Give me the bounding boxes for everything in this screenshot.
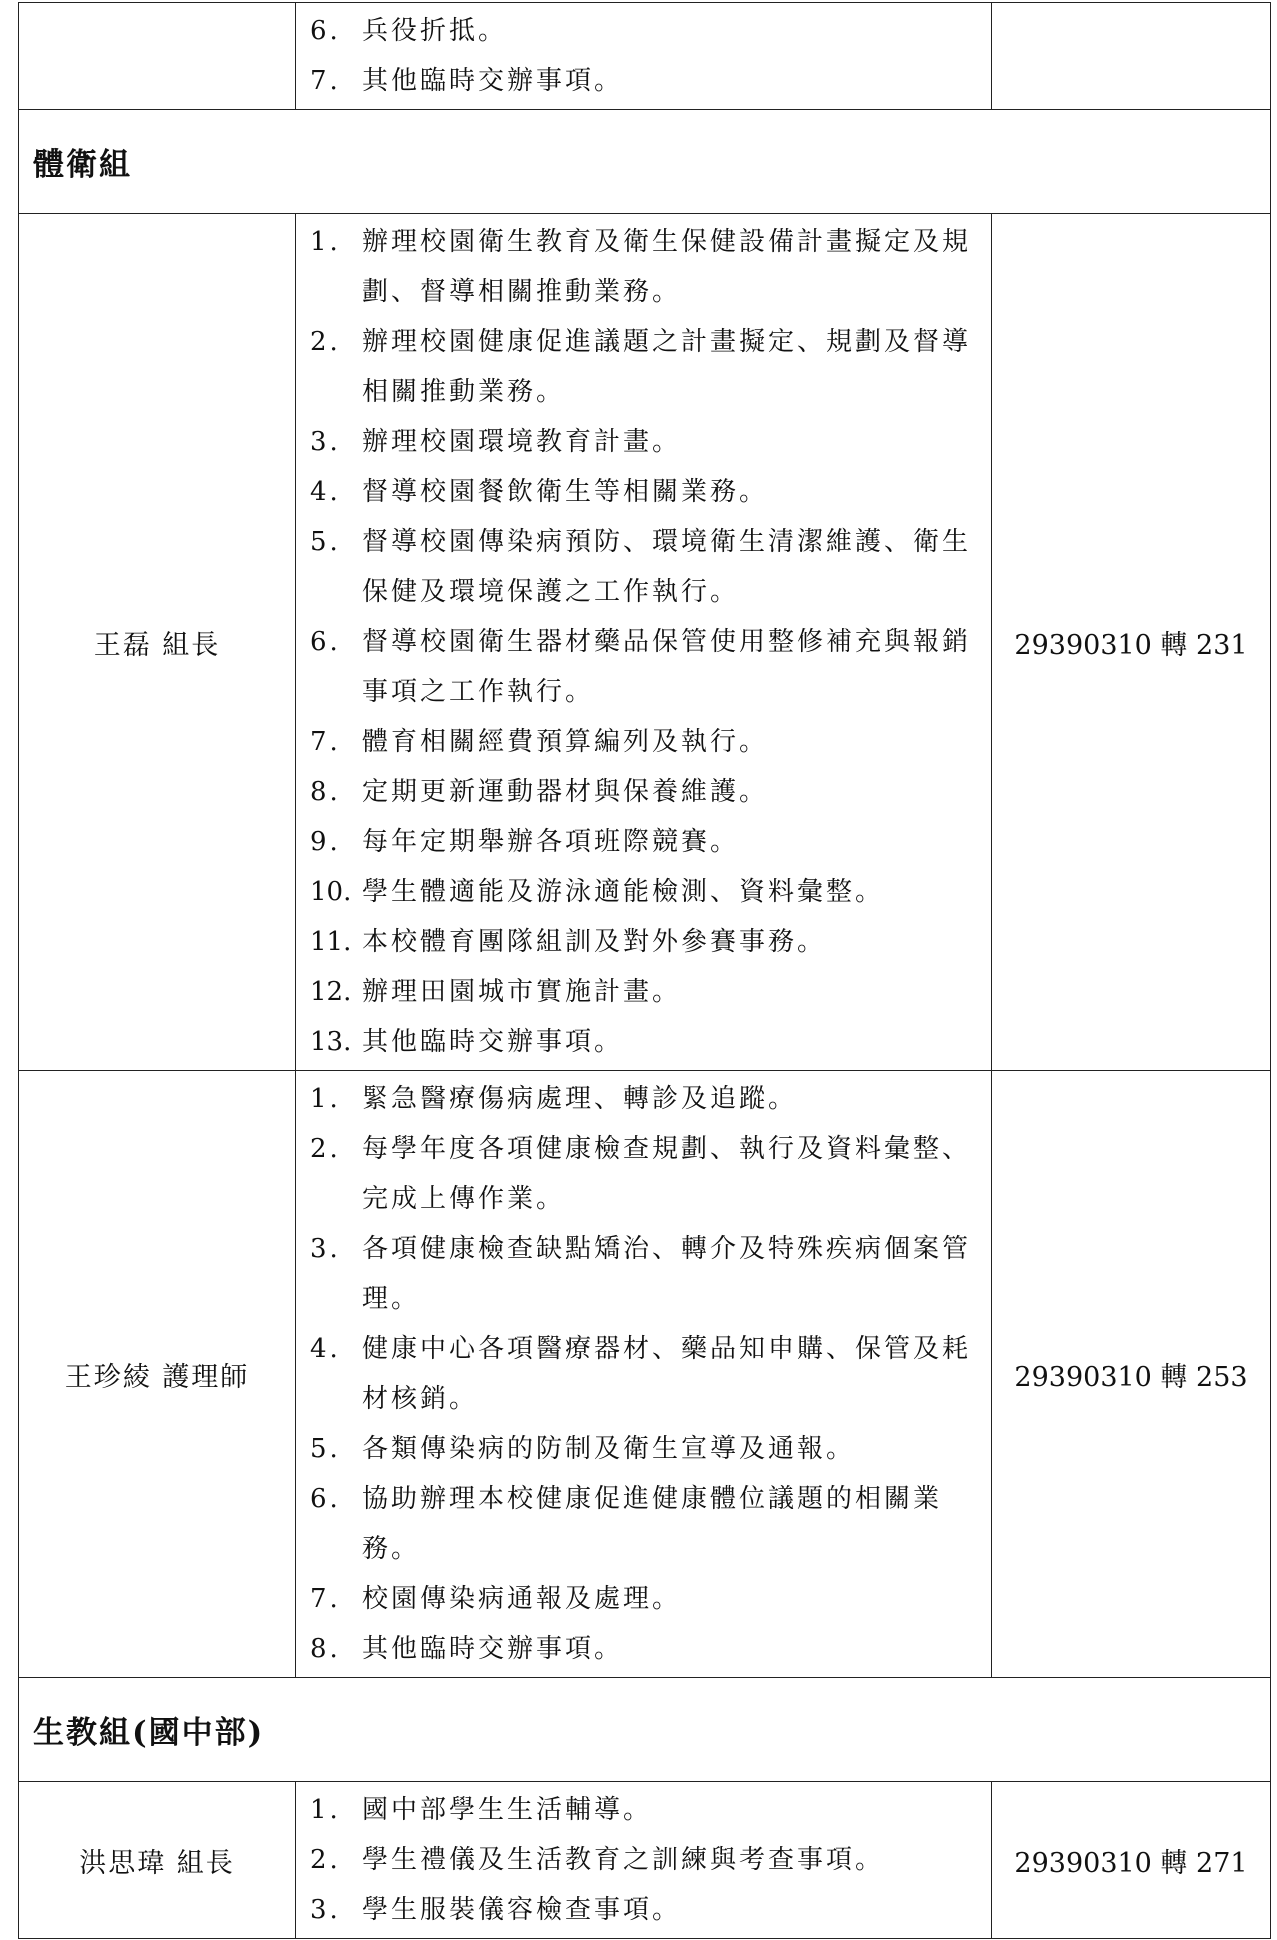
table-row xyxy=(19,3,1271,110)
duty-text: 其他臨時交辦事項。 xyxy=(362,1027,624,1057)
duty-number: 12. xyxy=(310,977,352,1007)
duty-table xyxy=(18,2,1271,1939)
duty-number: 3. xyxy=(310,427,341,457)
duty-number: 8. xyxy=(310,777,341,807)
duty-item xyxy=(310,1124,981,1224)
duty-number: 7. xyxy=(310,66,341,96)
duty-number: 6. xyxy=(310,16,341,46)
duty-item xyxy=(310,6,981,56)
duties-cell xyxy=(296,3,992,110)
duty-text: 督導校園衛生器材藥品保管使用整修補充與報銷事項之工作執行。 xyxy=(362,627,972,707)
duty-text: 定期更新運動器材與保養維護。 xyxy=(362,777,769,807)
duty-text: 辦理田園城市實施計畫。 xyxy=(362,977,682,1007)
duty-item xyxy=(310,917,981,967)
duty-item xyxy=(310,317,981,417)
duty-text: 緊急醫療傷病處理、轉診及追蹤。 xyxy=(362,1084,798,1114)
duty-number: 13. xyxy=(310,1027,352,1057)
duty-number: 10. xyxy=(310,877,352,907)
duty-number: 9. xyxy=(310,827,341,857)
duty-number: 1. xyxy=(310,1084,341,1114)
duty-number: 1. xyxy=(310,1795,341,1825)
duty-item xyxy=(310,617,981,717)
duty-text: 其他臨時交辦事項。 xyxy=(362,66,624,96)
duty-item xyxy=(310,1835,981,1885)
section-title: 體衛組 xyxy=(19,110,1271,214)
duty-item xyxy=(310,417,981,467)
section-header xyxy=(19,1678,1271,1782)
duty-text: 學生禮儀及生活教育之訓練與考查事項。 xyxy=(362,1845,885,1875)
duty-item xyxy=(310,867,981,917)
duty-item xyxy=(310,817,981,867)
duty-item xyxy=(310,1424,981,1474)
duty-item xyxy=(310,967,981,1017)
duty-number: 7. xyxy=(310,727,341,757)
duty-number: 8. xyxy=(310,1634,341,1664)
duty-text: 本校體育團隊組訓及對外參賽事務。 xyxy=(362,927,827,957)
duty-item xyxy=(310,1624,981,1674)
name-cell xyxy=(19,3,296,110)
duty-number: 2. xyxy=(310,327,341,357)
ext-cell xyxy=(992,3,1271,110)
duty-text: 各類傳染病的防制及衛生宣導及通報。 xyxy=(362,1434,856,1464)
duty-item xyxy=(310,467,981,517)
section-header xyxy=(19,110,1271,214)
duty-text: 體育相關經費預算編列及執行。 xyxy=(362,727,769,757)
section-title: 生教組(國中部) xyxy=(19,1678,1271,1782)
duty-number: 2. xyxy=(310,1134,341,1164)
phone-extension: 29390310 轉 231 xyxy=(992,214,1271,1071)
duty-item xyxy=(310,1074,981,1124)
duty-text: 辦理校園健康促進議題之計畫擬定、規劃及督導相關推動業務。 xyxy=(362,327,972,407)
duty-item xyxy=(310,1224,981,1324)
duties-cell xyxy=(296,214,992,1071)
duty-item xyxy=(310,767,981,817)
duty-item xyxy=(310,1785,981,1835)
duty-text: 其他臨時交辦事項。 xyxy=(362,1634,624,1664)
duty-number: 7. xyxy=(310,1584,341,1614)
duty-item xyxy=(310,56,981,106)
staff-name: 王磊 組長 xyxy=(19,214,296,1071)
duty-number: 5. xyxy=(310,1434,341,1464)
duty-text: 國中部學生生活輔導。 xyxy=(362,1795,653,1825)
table-row xyxy=(19,214,1271,1071)
duty-number: 4. xyxy=(310,1334,341,1364)
phone-extension: 29390310 轉 271 xyxy=(992,1782,1271,1939)
duty-text: 各項健康檢查缺點矯治、轉介及特殊疾病個案管理。 xyxy=(362,1234,972,1314)
staff-name: 洪思瑋 組長 xyxy=(19,1782,296,1939)
duty-text: 每年定期舉辦各項班際競賽。 xyxy=(362,827,740,857)
duty-text: 辦理校園環境教育計畫。 xyxy=(362,427,682,457)
duty-item xyxy=(310,717,981,767)
duty-text: 兵役折抵。 xyxy=(362,16,508,46)
duty-item xyxy=(310,1574,981,1624)
duty-text: 每學年度各項健康檢查規劃、執行及資料彙整、完成上傳作業。 xyxy=(362,1134,972,1214)
duty-number: 3. xyxy=(310,1234,341,1264)
duty-item xyxy=(310,1885,981,1935)
duty-text: 學生體適能及游泳適能檢測、資料彙整。 xyxy=(362,877,885,907)
duty-item xyxy=(310,217,981,317)
duty-number: 6. xyxy=(310,627,341,657)
duty-item xyxy=(310,1017,981,1067)
duty-number: 3. xyxy=(310,1895,341,1925)
duty-item xyxy=(310,1324,981,1424)
duty-text: 校園傳染病通報及處理。 xyxy=(362,1584,682,1614)
duty-text: 督導校園餐飲衛生等相關業務。 xyxy=(362,477,769,507)
duty-text: 健康中心各項醫療器材、藥品知申購、保管及耗材核銷。 xyxy=(362,1334,972,1414)
duty-text: 辦理校園衛生教育及衛生保健設備計畫擬定及規劃、督導相關推動業務。 xyxy=(362,227,972,307)
duty-text: 協助辦理本校健康促進健康體位議題的相關業務。 xyxy=(362,1484,943,1564)
duty-number: 5. xyxy=(310,527,341,557)
staff-name: 王珍綾 護理師 xyxy=(19,1071,296,1678)
duty-number: 6. xyxy=(310,1484,341,1514)
duty-text: 學生服裝儀容檢查事項。 xyxy=(362,1895,682,1925)
duty-number: 11. xyxy=(310,927,352,957)
duty-item xyxy=(310,517,981,617)
duty-text: 督導校園傳染病預防、環境衛生清潔維護、衛生保健及環境保護之工作執行。 xyxy=(362,527,972,607)
table-row xyxy=(19,1071,1271,1678)
duty-number: 1. xyxy=(310,227,341,257)
phone-extension: 29390310 轉 253 xyxy=(992,1071,1271,1678)
table-row xyxy=(19,1782,1271,1939)
duties-cell xyxy=(296,1782,992,1939)
duties-cell xyxy=(296,1071,992,1678)
duty-number: 4. xyxy=(310,477,341,507)
duty-number: 2. xyxy=(310,1845,341,1875)
duty-item xyxy=(310,1474,981,1574)
